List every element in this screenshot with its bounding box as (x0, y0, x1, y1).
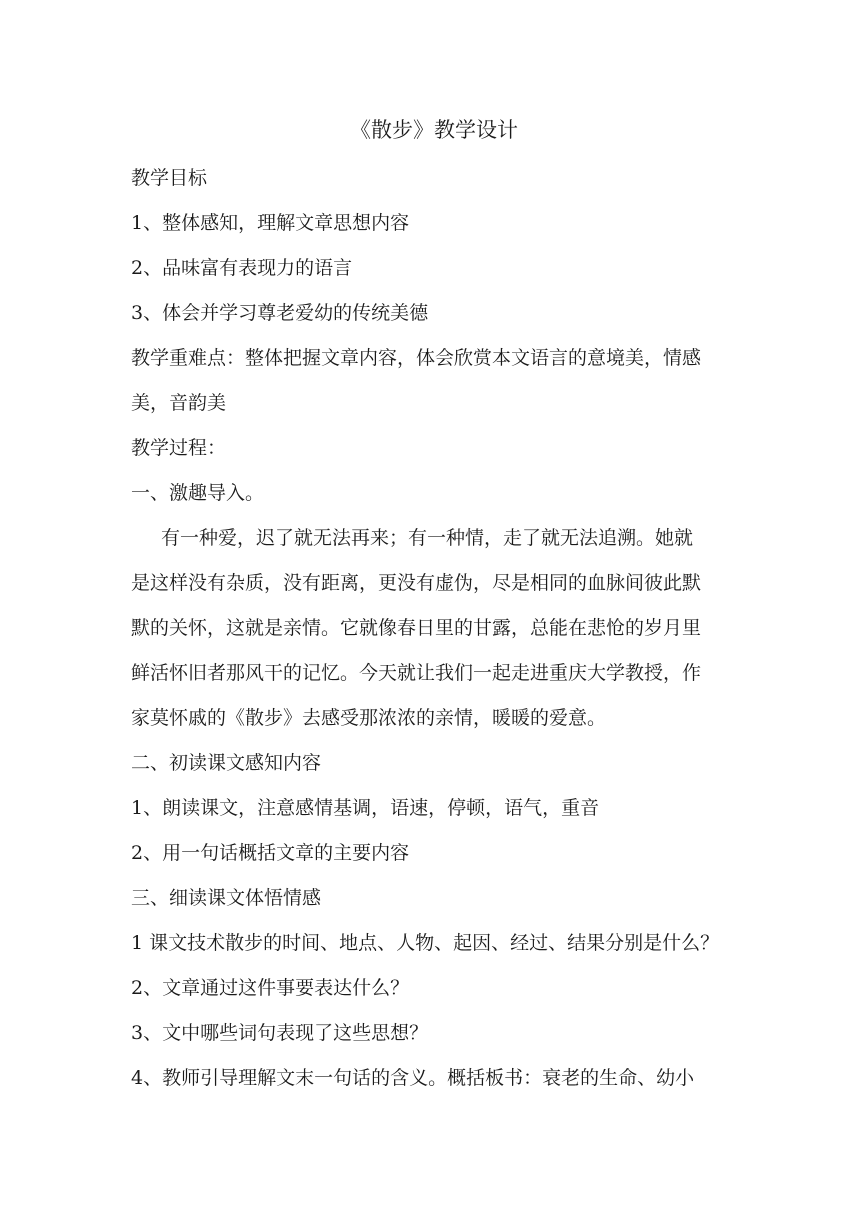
section-heading-3: 三、细读课文体悟情感 (131, 887, 322, 909)
section-heading-1: 一、激趣导入。 (131, 482, 265, 504)
objective-item-1: 1、整体感知，理解文章思想内容 (131, 212, 410, 234)
question-3: 3、文中哪些词句表现了这些思想？ (131, 1022, 429, 1044)
intro-paragraph-line-3: 默的关怀，这就是亲情。它就像春日里的甘露，总能在悲怆的岁月里 (131, 617, 702, 639)
question-4: 4、教师引导理解文末一句话的含义。概括板书：衰老的生命、幼小 (131, 1067, 695, 1089)
intro-paragraph-line-5: 家莫怀戚的《散步》去感受那浓浓的亲情，暖暖的爱意。 (131, 707, 607, 729)
section-heading-2: 二、初读课文感知内容 (131, 752, 322, 774)
document-title: 《散步》教学设计 (350, 118, 518, 142)
key-difficulties-line-2: 美，音韵美 (131, 392, 227, 414)
heading-teaching-objectives: 教学目标 (131, 167, 208, 189)
intro-paragraph-line-2: 是这样没有杂质，没有距离，更没有虚伪，尽是相同的血脉间彼此默 (131, 572, 702, 594)
heading-teaching-process: 教学过程： (131, 437, 227, 459)
intro-paragraph-line-1: 有一种爱，迟了就无法再来；有一种情，走了就无法追溯。她就 (161, 527, 694, 549)
reading-task-2: 2、用一句话概括文章的主要内容 (131, 842, 410, 864)
objective-item-2: 2、品味富有表现力的语言 (131, 257, 353, 279)
document-body (131, 112, 731, 1101)
intro-paragraph-line-4: 鲜活怀旧者那风干的记忆。今天就让我们一起走进重庆大学教授，作 (131, 662, 702, 684)
question-1: 1 课文技术散步的时间、地点、人物、起因、经过、结果分别是什么？ (131, 932, 720, 954)
key-difficulties-line-1: 教学重难点：整体把握文章内容，体会欣赏本文语言的意境美，情感 (131, 347, 702, 369)
question-2: 2、文章通过这件事要表达什么？ (131, 977, 410, 999)
objective-item-3: 3、体会并学习尊老爱幼的传统美德 (131, 302, 429, 324)
reading-task-1: 1、朗读课文，注意感情基调，语速，停顿，语气，重音 (131, 797, 600, 819)
